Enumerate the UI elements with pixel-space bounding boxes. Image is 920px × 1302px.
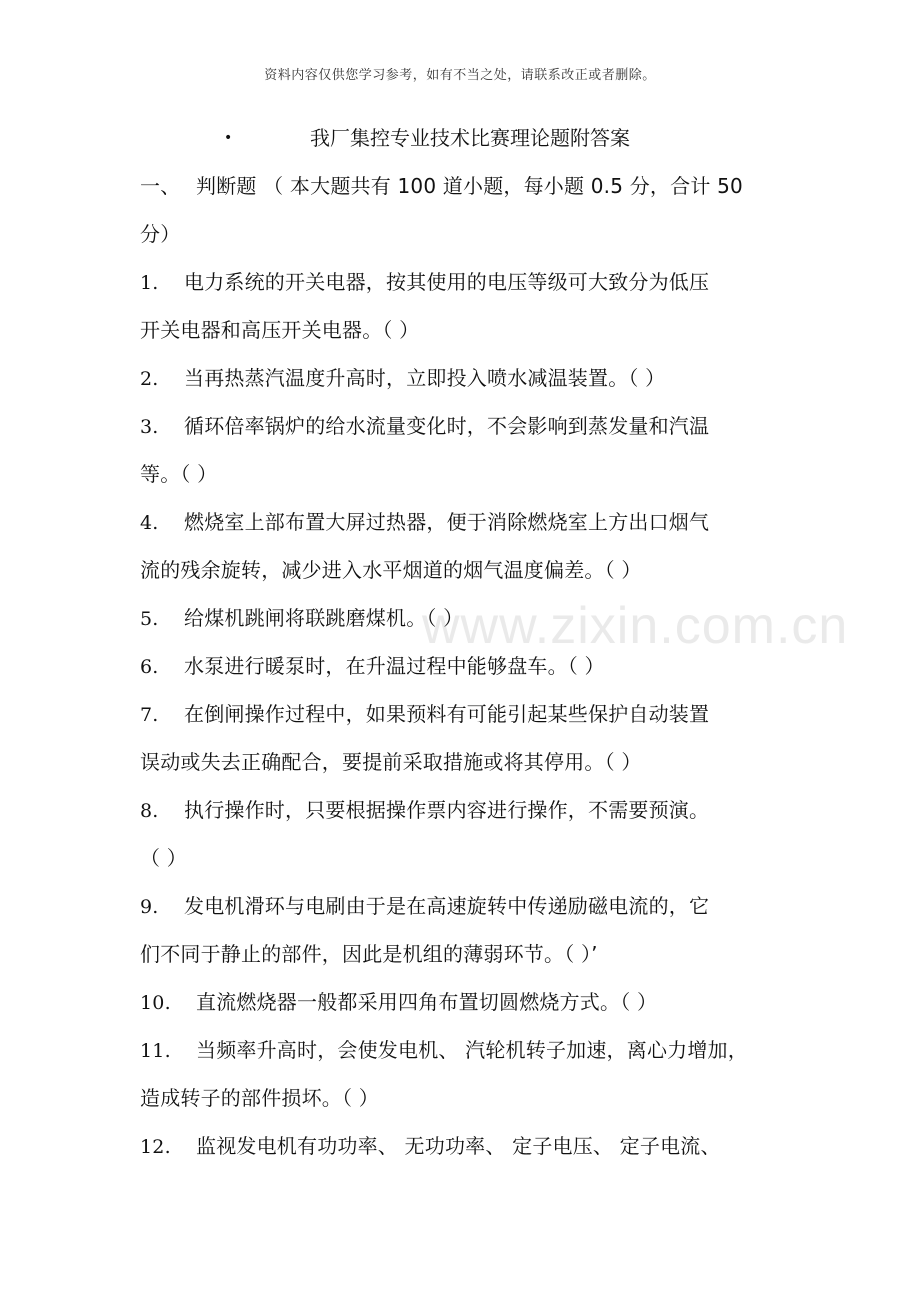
- question-line: [140, 498, 810, 546]
- question-number: 8.: [140, 800, 159, 822]
- question-line: [140, 978, 810, 1026]
- question-number: 4.: [140, 512, 159, 534]
- question-line-continued: 等。（ ）: [140, 462, 218, 486]
- document-body: [140, 162, 810, 1170]
- question-line-continued: 开关电器和高压开关电器。（ ）: [140, 318, 420, 342]
- question-text: 燃烧室上部布置大屏过热器，便于消除燃烧室上方出口烟气: [184, 510, 710, 534]
- question-number: 5.: [140, 608, 159, 630]
- question-text: 在倒闸操作过程中，如果预料有可能引起某些保护自动装置: [184, 702, 710, 726]
- header-disclaimer: 资料内容仅供您学习参考，如有不当之处，请联系改正或者删除。: [264, 68, 656, 83]
- question-number: 12.: [140, 1136, 171, 1158]
- section-heading: [140, 162, 810, 210]
- question-line-continued: 造成转子的部件损坏。（ ）: [140, 1086, 379, 1110]
- section-label: 一、: [140, 174, 181, 198]
- question-number: 6.: [140, 656, 159, 678]
- question-line: [140, 1026, 810, 1074]
- section-heading-text: 判断题 （ 本大题共有 100 道小题，每小题 0.5 分，合计 50: [196, 174, 743, 198]
- question-line: [140, 258, 810, 306]
- question-text: 给煤机跳闸将联跳磨煤机。（ ）: [184, 606, 464, 630]
- question-text: 执行操作时，只要根据操作票内容进行操作，不需要预演。: [184, 798, 710, 822]
- question-line-continued: 误动或失去正确配合，要提前采取措施或将其停用。（ ）: [140, 750, 642, 774]
- question-text: 监视发电机有功功率、 无功功率、 定子电压、 定子电流、: [196, 1134, 721, 1158]
- question-number: 10.: [140, 992, 171, 1014]
- question-text: 直流燃烧器一般都采用四角布置切圆燃烧方式。（ ）: [196, 990, 658, 1014]
- question-line: [140, 642, 810, 690]
- question-line: [140, 594, 810, 642]
- question-text: 发电机滑环与电刷由于是在高速旋转中传递励磁电流的，它: [184, 894, 710, 918]
- question-text: 当再热蒸汽温度升高时，立即投入喷水减温装置。（ ）: [184, 366, 666, 390]
- question-line: [140, 402, 810, 450]
- question-line: [140, 690, 810, 738]
- question-number: 1.: [140, 272, 159, 294]
- question-line-continued: 们不同于静止的部件，因此是机组的薄弱环节。（ ）’: [140, 942, 598, 966]
- section-heading-continued: 分）: [140, 222, 181, 246]
- question-line-continued: 流的残余旋转，减少进入水平烟道的烟气温度偏差。（ ）: [140, 558, 642, 582]
- question-number: 2.: [140, 368, 159, 390]
- question-line: [140, 1122, 810, 1170]
- question-number: 9.: [140, 896, 159, 918]
- document-title: 我厂集控专业技术比赛理论题附答案: [310, 126, 630, 150]
- question-number: 3.: [140, 416, 159, 438]
- watermark-text: www.zixin.com.cn: [422, 597, 849, 655]
- question-line: [140, 786, 810, 834]
- question-number: 7.: [140, 704, 159, 726]
- question-number: 11.: [140, 1040, 171, 1062]
- title-row: [0, 123, 920, 153]
- question-text: 当频率升高时，会使发电机、 汽轮机转子加速，离心力增加，: [196, 1038, 748, 1062]
- question-text: 水泵进行暖泵时，在升温过程中能够盘车。（ ）: [184, 654, 605, 678]
- title-bullet: •: [224, 130, 233, 146]
- question-text: 循环倍率锅炉的给水流量变化时，不会影响到蒸发量和汽温: [184, 414, 710, 438]
- question-line: [140, 354, 810, 402]
- question-line: [140, 882, 810, 930]
- question-line-continued: （ ）: [140, 846, 187, 870]
- question-text: 电力系统的开关电器，按其使用的电压等级可大致分为低压: [184, 270, 710, 294]
